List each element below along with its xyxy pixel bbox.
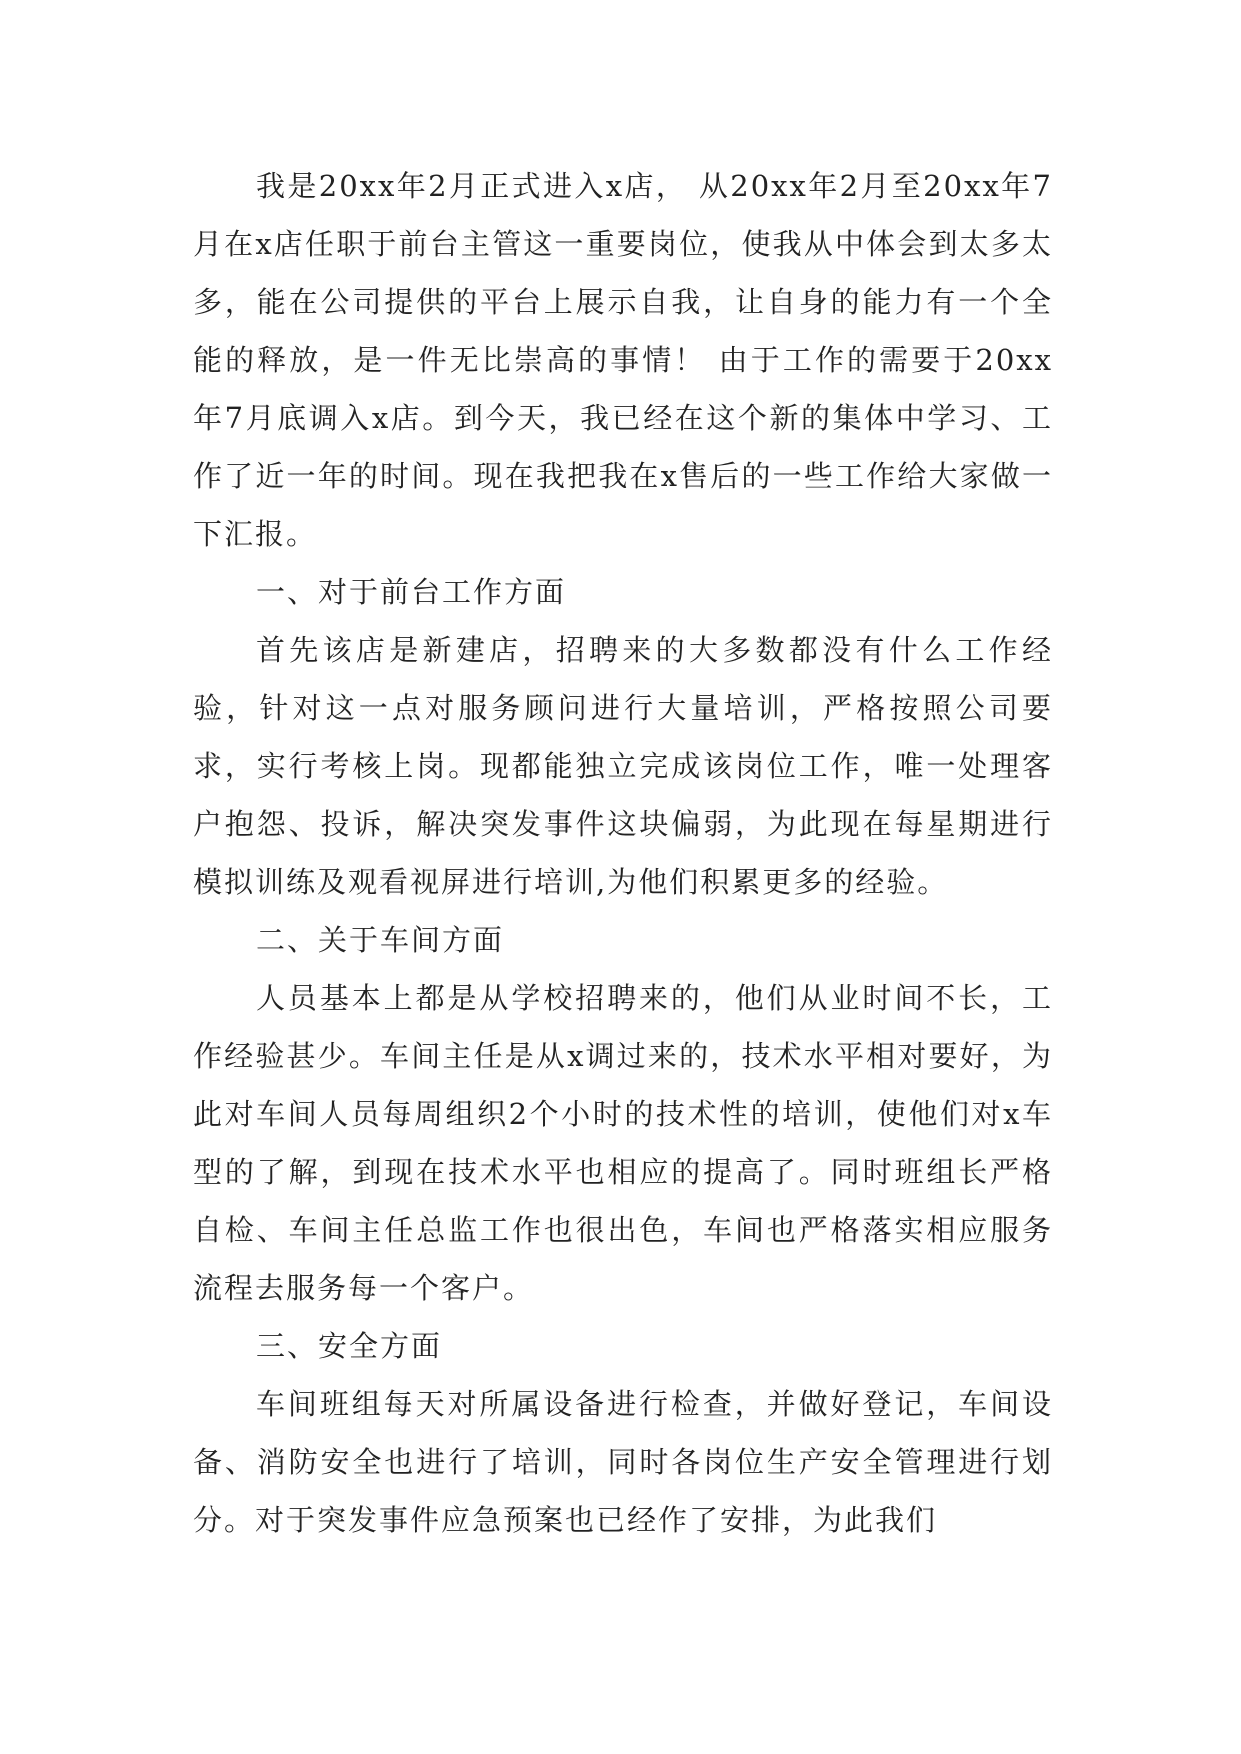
paragraph-front-desk: 首先该店是新建店，招聘来的大多数都没有什么工作经验，针对这一点对服务顾问进行大量培训，严格按照公司要求，实行考核上岗。现都能独立完成该岗位工作，唯一处理客户抱怨、投诉，解决突发事件这块偏弱，为此现在每星期进行模拟训练及观看视屏进行培训,为他们积累更多的经验。	[193, 633, 1053, 899]
document-body	[193, 157, 1053, 1549]
section-heading-safety: 三、安全方面	[256, 1329, 443, 1363]
section-heading-workshop: 二、关于车间方面	[256, 923, 505, 957]
paragraph-safety: 车间班组每天对所属设备进行检查，并做好登记，车间设备、消防安全也进行了培训，同时各岗位生产安全管理进行划分。对于突发事件应急预案也已经作了安排，为此我们	[193, 1387, 1053, 1537]
section-heading-front-desk: 一、对于前台工作方面	[256, 575, 567, 609]
paragraph-intro: 我是20xx年2月正式进入x店， 从20xx年2月至20xx年7月在x店任职于前台主管这一重要岗位，使我从中体会到太多太多，能在公司提供的平台上展示自我，让自身的能力有一个全能的释放，是一件无比崇高的事情！ 由于工作的需要于20xx年7月底调入x店。到今天，我已经在这个新的集体中学习、工作了近一年的时间。现在我把我在x售后的一些工作给大家做一下汇报。	[193, 169, 1053, 551]
paragraph-workshop: 人员基本上都是从学校招聘来的，他们从业时间不长，工作经验甚少。车间主任是从x调过来的，技术水平相对要好，为此对车间人员每周组织2个小时的技术性的培训，使他们对x车型的了解，到现在技术水平也相应的提高了。同时班组长严格自检、车间主任总监工作也很出色，车间也严格落实相应服务流程去服务每一个客户。	[193, 981, 1053, 1305]
